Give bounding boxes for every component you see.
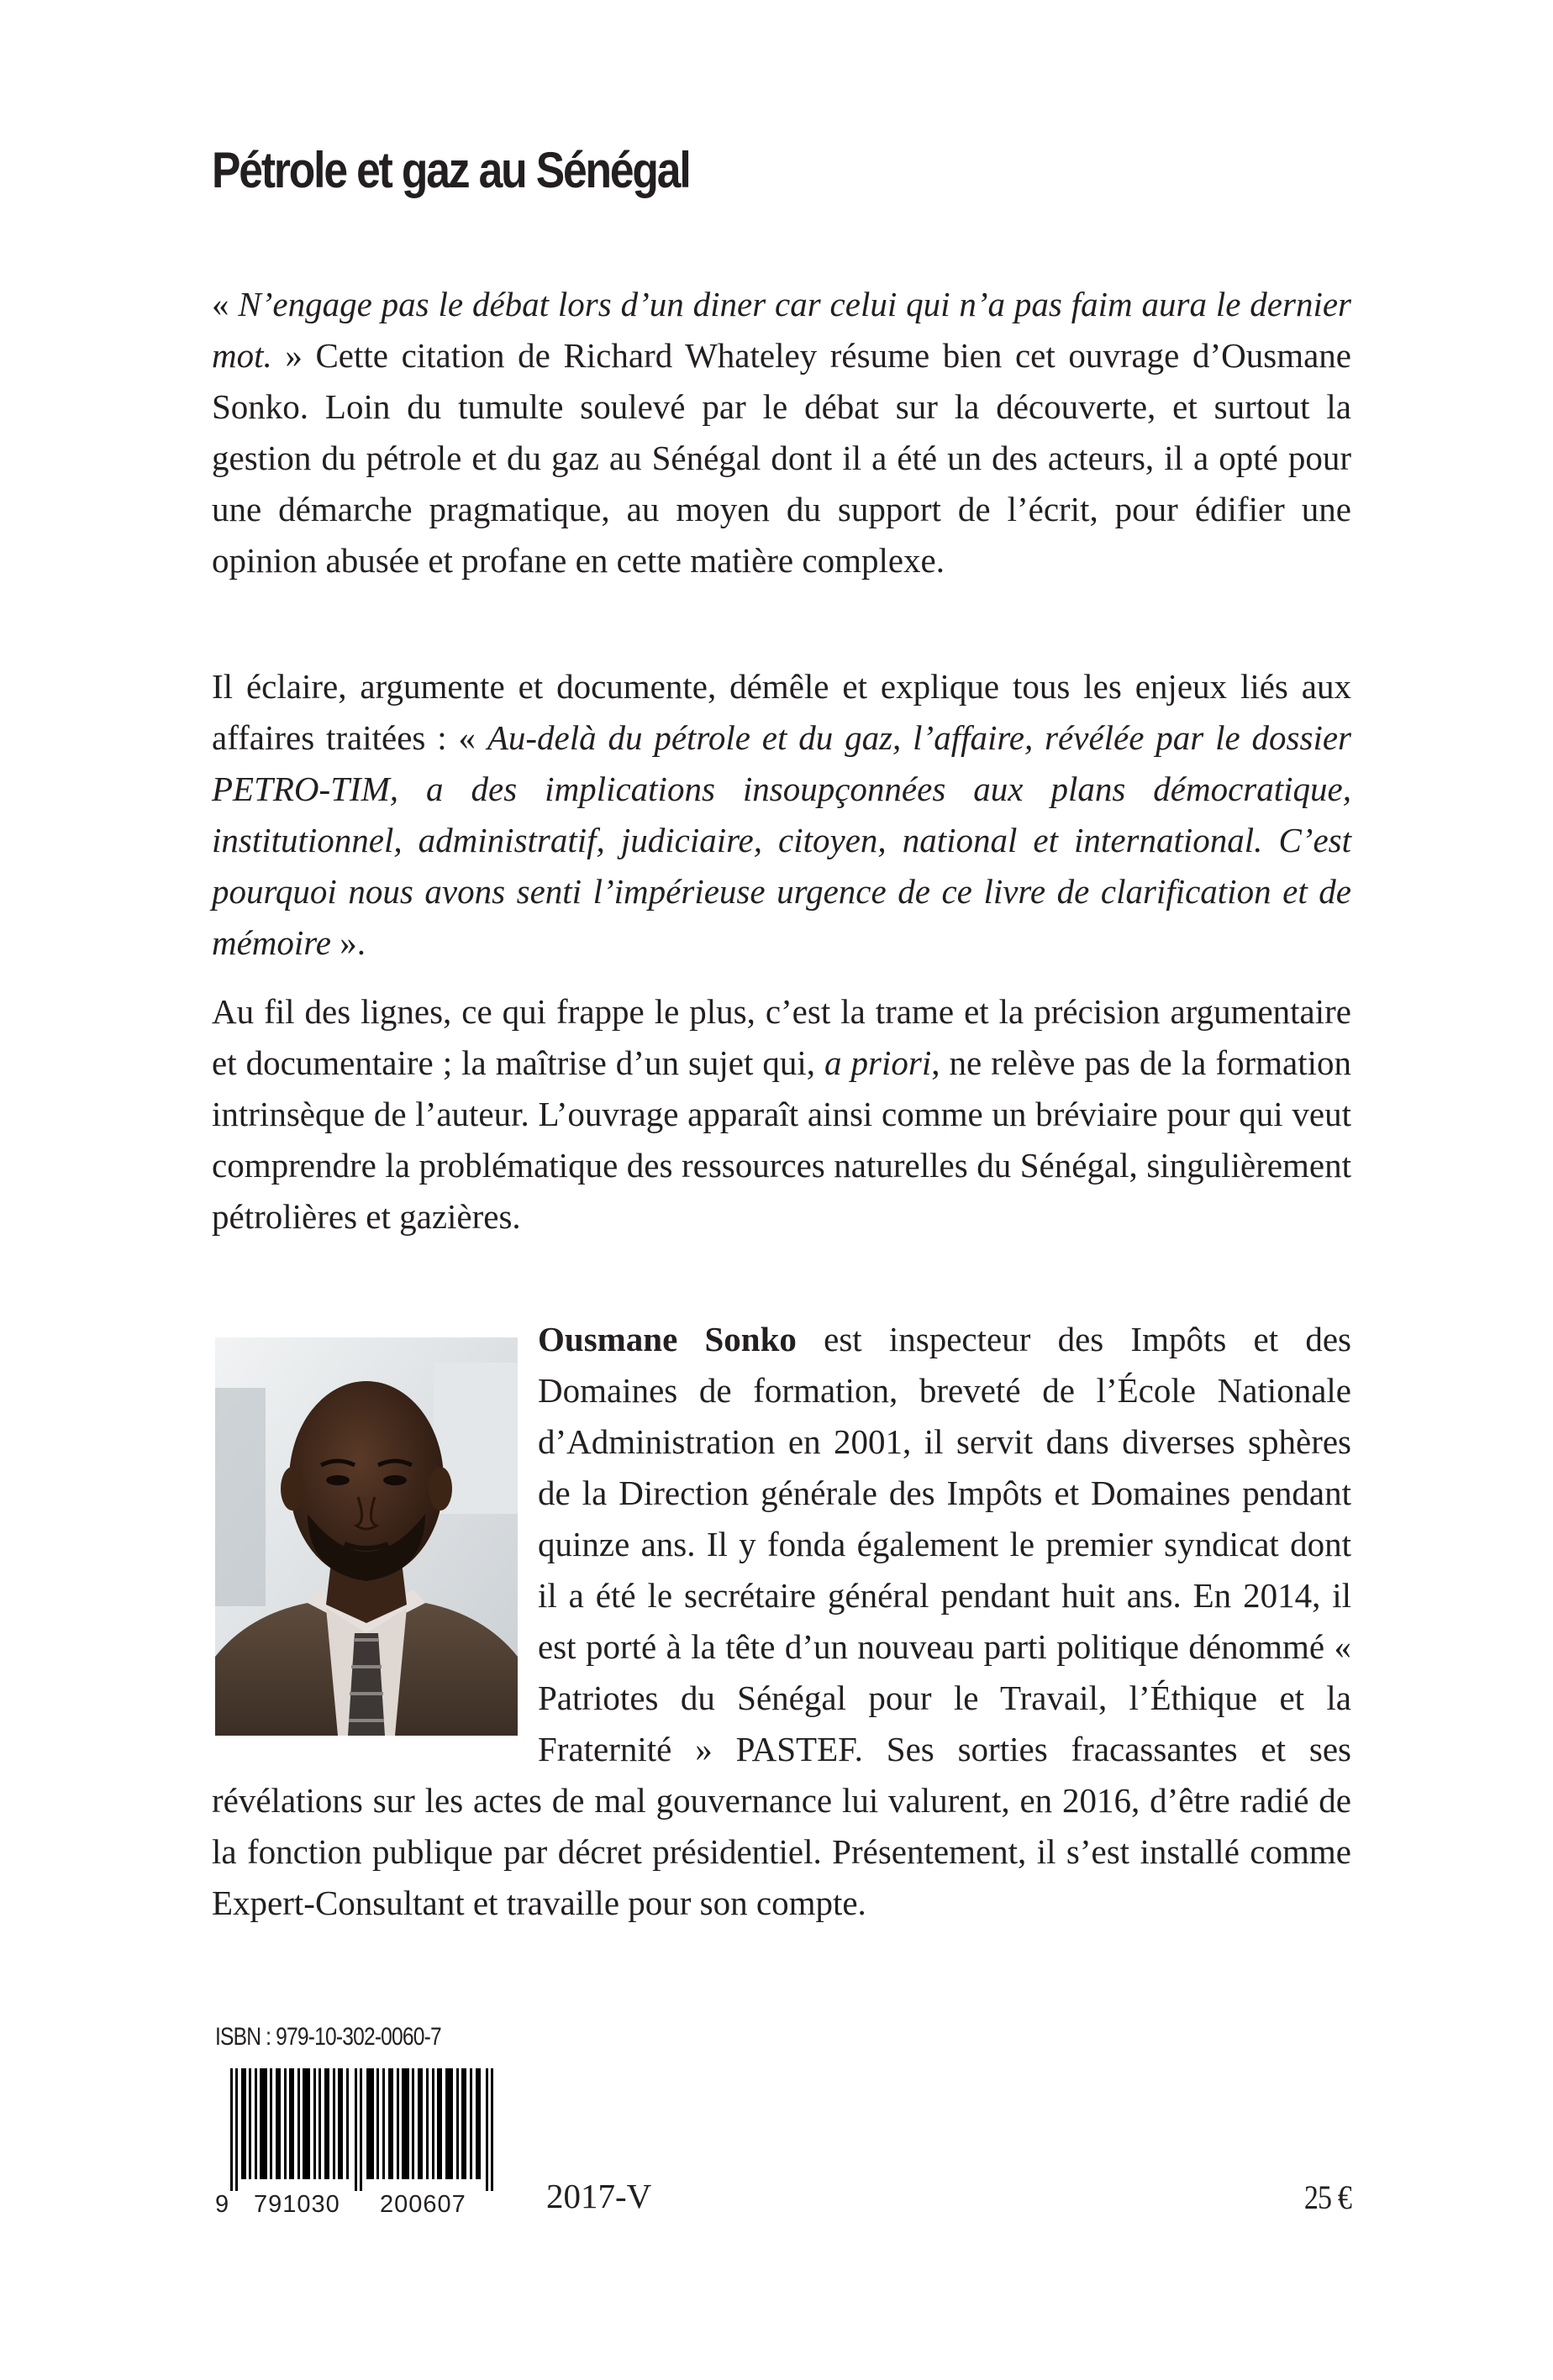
author-photo [215, 1337, 518, 1736]
barcode-digit-group2: 200607 [380, 2191, 466, 2218]
barcode-digit-first: 9 [215, 2191, 230, 2218]
argument-lead: Il éclaire, argumente et documente, démêle et explique tous les enjeux liés aux affaires traitées : « [212, 667, 1351, 757]
author-quote: Au-delà du pétrole et du gaz, l’affaire, révélée par le dossier PETRO-TIM, a des implications insoupçonnées aux plans démocratique, institutionnel, administratif, judiciaire, citoyen, national et international. C’est pourquoi nous avons senti l’impérieuse urgence de ce livre de clarification et de mémoire [212, 718, 1351, 962]
a-priori-text: a priori [824, 1043, 932, 1082]
barcode-digit-group1: 791030 [254, 2191, 340, 2218]
argument-paragraph [212, 661, 1351, 969]
intro-text: Cette citation de Richard Whateley résume bien cet ouvrage d’Ousmane Sonko. Loin du tumulte soulevé par le débat sur la découverte, et surtout la gestion du pétrole et du gaz au Sénégal dont il a été un des acteurs, il a opté pour une démarche pragmatique, au moyen du support de l’écrit, pour édifier une opinion abusée et profane en cette matière complexe. [212, 336, 1351, 580]
intro-paragraph [212, 279, 1351, 586]
quote-open: « [212, 285, 239, 323]
isbn-number: ISBN : 979-10-302-0060-7 [215, 2023, 441, 2051]
barcode [215, 2068, 511, 2191]
book-title: Pétrole et gaz au Sénégal [212, 142, 690, 198]
assessment-lead: Au fil des lignes, ce qui frappe le plus, c’est la trame et la précision argumentaire et documentaire ; la maîtrise d’un sujet qui, [212, 992, 1351, 1082]
assessment-text: , ne relève pas de la formation intrinsèque de l’auteur. L’ouvrage apparaît ainsi comme un bréviaire pour qui veut comprendre la problématique des ressources naturelles du Sénégal, singulièrement pétrolières et gazières. [212, 1043, 1351, 1236]
assessment-paragraph [212, 986, 1351, 1243]
author-name: Ousmane Sonko [538, 1320, 797, 1358]
whateley-quote: N’engage pas le débat lors d’un diner car celui qui n’a pas faim aura le dernier mot. [212, 285, 1351, 375]
quote-close: » [271, 336, 316, 375]
book-price: 25 € [1303, 2178, 1351, 2216]
author-bio-body: est inspecteur des Impôts et des Domaines de formation, breveté de l’École Nationale d’Administration en 2001, il servit dans diverses sphères de la Direction générale des Impôts et Domaines pendant quinze ans. Il y fonda également le premier syndicat dont il a été le secrétaire général pendant huit ans. En 2014, il est porté à la tête d’un nouveau parti politique dénommé « Patriotes du Sénégal pour le Travail, l’Éthique et la Fraternité » PASTEF. Ses sorties fracassantes et ses révélations sur les actes de mal gouvernance lui valurent, en 2016, d’être radié de la fonction publique par décret présidentiel. Présentement, il s’est installé comme Expert-Consultant et travaille pour son compte. [212, 1320, 1351, 1922]
edition-code: 2017-V [546, 2177, 652, 2215]
argument-close: ». [330, 923, 366, 962]
